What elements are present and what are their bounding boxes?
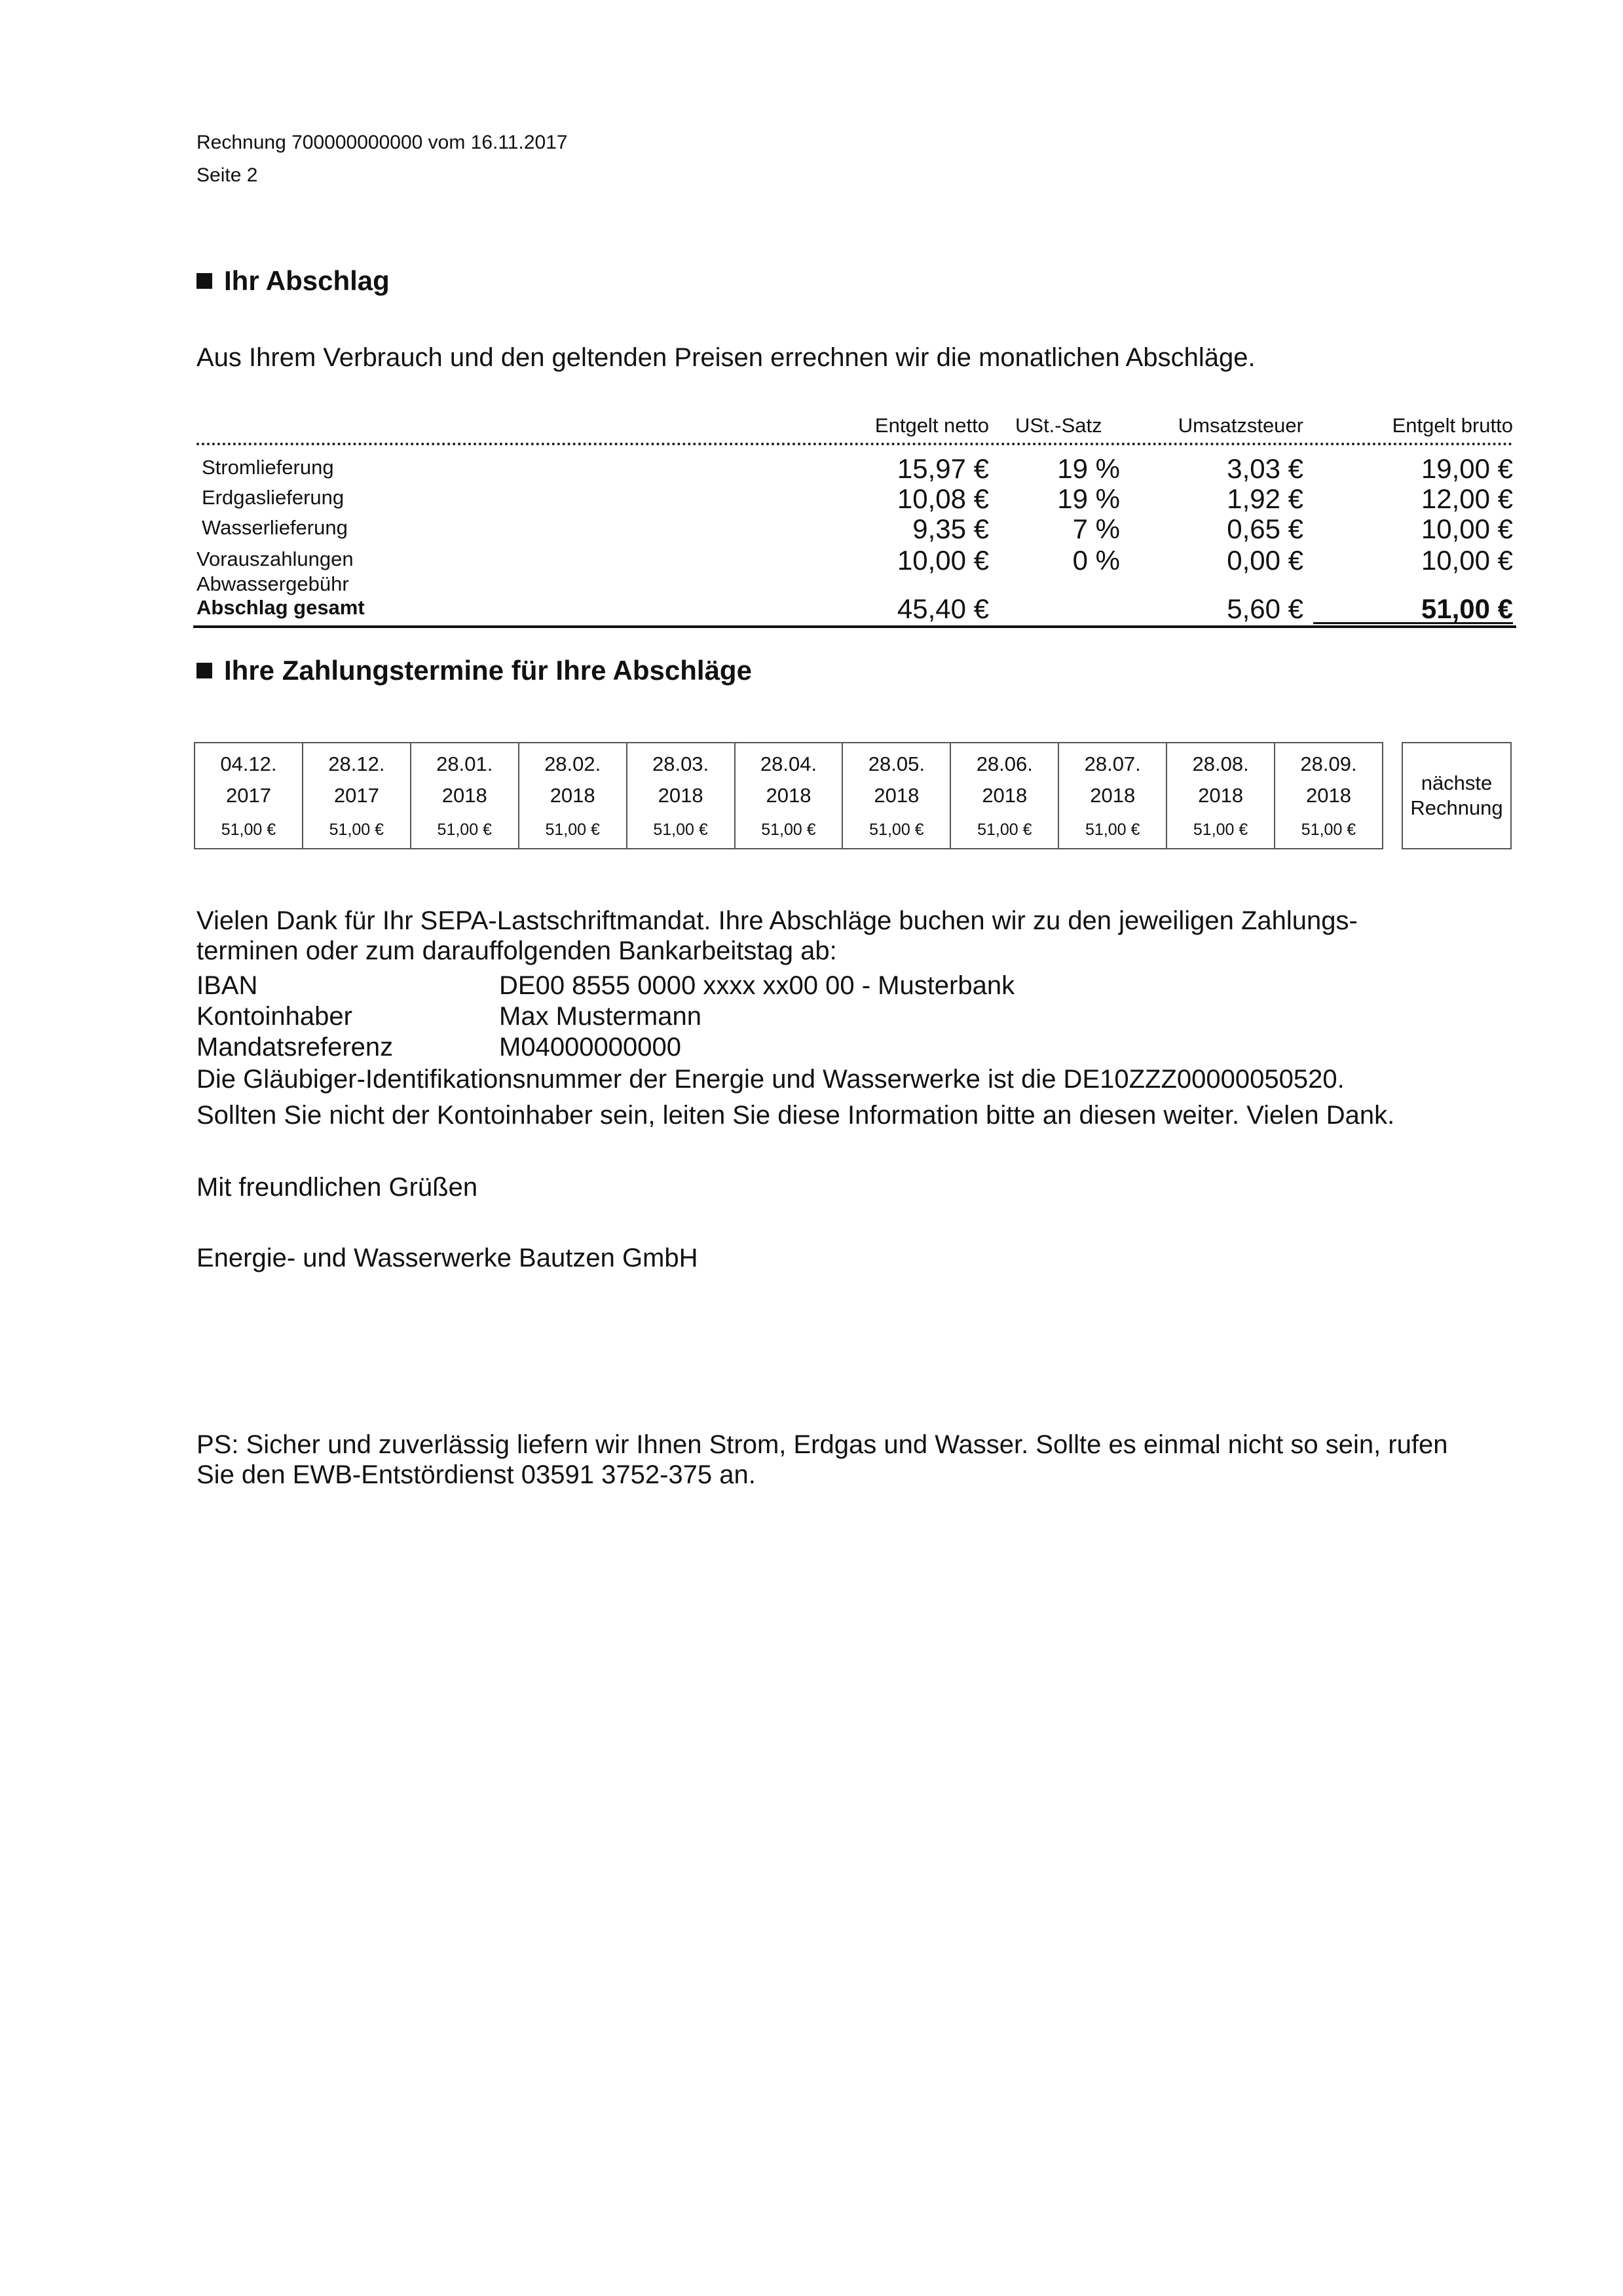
row-label-wasser: Wasserlieferung [202,516,348,539]
sepa-text-line1: Vielen Dank für Ihr SEPA-Lastschriftmandat. Ihre Abschläge buchen wir zu den jeweiligen Zahlungs- [196,906,1358,935]
bullet-square-icon [196,663,212,678]
payment-date-cell [736,743,844,848]
payment-date: 28.05. 2018 [868,752,925,807]
holder-value: Max Mustermann [499,1002,701,1031]
row-strom-satz: 19 % [1057,453,1120,484]
mandate-value: M04000000000 [499,1033,682,1062]
creditor-id-line: Die Gläubiger-Identifikationsnummer der Energie und Wasserwerke ist die DE10ZZZ00000050520. [196,1065,1345,1094]
iban-label: IBAN [196,971,258,1000]
iban-value: DE00 8555 0000 xxxx xx00 00 - Musterbank [499,971,1015,1000]
payment-amount: 51,00 € [221,821,276,839]
payment-date: 28.08. 2018 [1192,752,1249,807]
payment-date: 04.12. 2017 [220,752,277,807]
payment-amount: 51,00 € [1301,821,1356,839]
payment-amount: 51,00 € [545,821,600,839]
payment-date: 28.04. 2018 [760,752,817,807]
section-title-termine [196,655,752,686]
payment-date: 28.03. 2018 [652,752,709,807]
row-label-abwasser: Abwassergebühr [196,572,349,595]
total-brutto-underline [1313,622,1513,624]
section-title-abschlag [196,265,390,297]
row-erdgas-brutto: 12,00 € [1421,483,1513,514]
payment-date-cell [303,743,411,848]
row-strom-netto: 15,97 € [897,453,989,484]
payment-date-cell [843,743,951,848]
row-strom-steuer: 3,03 € [1227,453,1303,484]
payment-date: 28.12. 2017 [328,752,385,807]
row-label-total: Abschlag gesamt [196,596,365,619]
payment-date-cell [411,743,519,848]
next-invoice-label-1: nächste [1421,771,1493,794]
col-header-steuer: Umsatzsteuer [1178,414,1303,437]
row-label-strom: Stromlieferung [202,456,334,479]
row-abwasser-netto: 10,00 € [897,545,989,576]
payment-date: 28.01. 2018 [436,752,493,807]
row-erdgas-satz: 19 % [1057,483,1120,514]
account-holder-notice: Sollten Sie nicht der Kontoinhaber sein, leiten Sie diese Information bitte an diesen weiter. Vielen Dank. [196,1101,1395,1130]
company-signature: Energie- und Wasserwerke Bautzen GmbH [196,1244,698,1272]
payment-date: 28.07. 2018 [1084,752,1141,807]
closing-greeting: Mit freundlichen Grüßen [196,1173,478,1202]
col-header-netto: Entgelt netto [874,414,989,437]
payment-amount: 51,00 € [329,821,384,839]
row-wasser-brutto: 10,00 € [1421,513,1513,544]
payment-date: 28.06. 2018 [976,752,1033,807]
total-steuer: 5,60 € [1227,593,1303,624]
payment-date-cell [951,743,1059,848]
payment-amount: 51,00 € [1193,821,1248,839]
invoice-header-line: Rechnung 700000000000 vom 16.11.2017 [196,132,568,153]
total-netto: 45,40 € [897,593,989,624]
ps-line2: Sie den EWB-Entstördienst 03591 3752-375 an. [196,1460,756,1489]
payment-dates-grid [194,742,1383,849]
table-total-line [193,625,1516,628]
payment-date-cell [1275,743,1382,848]
sepa-text-line2: terminen oder zum darauffolgenden Bankarbeitstag ab: [196,936,837,965]
payment-amount: 51,00 € [653,821,708,839]
payment-amount: 51,00 € [869,821,924,839]
payment-date-cell [195,743,303,848]
col-header-brutto: Entgelt brutto [1392,414,1513,437]
payment-date-cell [1167,743,1275,848]
section-title-text: Ihre Zahlungstermine für Ihre Abschläge [224,655,752,686]
next-invoice-box [1402,742,1512,849]
row-wasser-satz: 7 % [1072,513,1120,544]
holder-label: Kontoinhaber [196,1002,352,1031]
row-wasser-netto: 9,35 € [912,513,989,544]
table-dotted-divider [196,443,1513,445]
payment-amount: 51,00 € [437,821,492,839]
row-abwasser-satz: 0 % [1072,545,1120,576]
row-wasser-steuer: 0,65 € [1227,513,1303,544]
row-abwasser-brutto: 10,00 € [1421,545,1513,576]
row-erdgas-netto: 10,08 € [897,483,989,514]
payment-date-cell [627,743,736,848]
abschlag-intro: Aus Ihrem Verbrauch und den geltenden Preisen errechnen wir die monatlichen Abschläge. [196,343,1256,372]
bullet-square-icon [196,273,212,289]
payment-amount: 51,00 € [977,821,1032,839]
row-label-vorauszahlungen: Vorauszahlungen [196,547,354,570]
row-strom-brutto: 19,00 € [1421,453,1513,484]
mandate-label: Mandatsreferenz [196,1033,394,1062]
row-abwasser-steuer: 0,00 € [1227,545,1303,576]
col-header-satz: USt.-Satz [1015,414,1102,437]
payment-date-cell [1059,743,1167,848]
ps-line1: PS: Sicher und zuverlässig liefern wir Ihnen Strom, Erdgas und Wasser. Sollte es einmal nicht so sein, rufen [196,1430,1448,1459]
row-label-erdgas: Erdgaslieferung [202,486,345,509]
row-erdgas-steuer: 1,92 € [1227,483,1303,514]
section-title-text: Ihr Abschlag [224,265,390,296]
payment-amount: 51,00 € [1085,821,1140,839]
next-invoice-label-2: Rechnung [1410,796,1503,819]
payment-date: 28.02. 2018 [544,752,601,807]
payment-date-cell [519,743,627,848]
payment-date: 28.09. 2018 [1300,752,1357,807]
total-brutto: 51,00 € [1421,593,1513,624]
page-number: Seite 2 [196,164,258,186]
payment-amount: 51,00 € [761,821,816,839]
